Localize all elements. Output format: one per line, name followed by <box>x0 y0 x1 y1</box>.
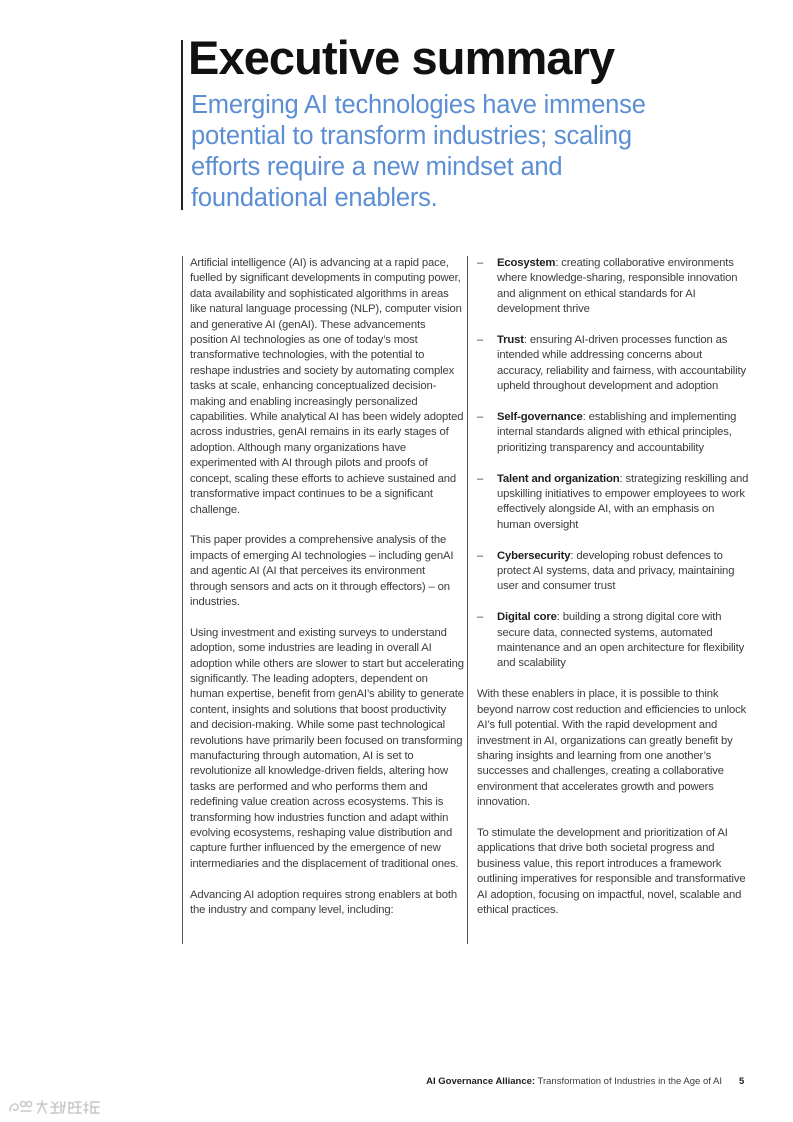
dash-bullet: – <box>477 549 484 562</box>
left-column <box>190 256 464 934</box>
body-paragraph: This paper provides a comprehensive analysis of the impacts of emerging AI technologies – including genAI and agentic AI (AI that perceives its environment through sensors and acts on it through effectors) – on industries. <box>190 534 454 608</box>
enabler-item-digital-core <box>477 610 749 672</box>
enabler-description: : ensuring AI-driven processes function as intended while addressing concerns about accuracy, reliability and fairness, with accountability upheld throughout development and adoption <box>497 334 746 393</box>
enabler-description: : developing robust defences to protect AI systems, data and privacy, maintaining user and consumer trust <box>497 549 735 593</box>
enabler-term: Cybersecurity <box>497 549 571 562</box>
body-paragraph: Using investment and existing surveys to understand adoption, some industries are leading in overall AI adoption while others are slower to start but accelerating significantly. The leading adopters, dependent on human expertise, benefit from genAI’s ability to generate content, insights and solutions that boost productivity and decision-making. While some past technological revolutions have primarily been focused on transforming manufacturing through automation, AI is set to revolutionize all knowledge-driven fields, altering how tasks are performed and who performs them and redefining value creation across ecosystems. This is transforming how industries function and adapt within evolving ecosystems, reshaping value distribution and capture further influenced by the emergence of new intermediaries and the displacement of traditional ones. <box>190 626 464 870</box>
enabler-item-ecosystem <box>477 256 749 318</box>
enabler-item-self-governance <box>477 410 749 456</box>
footer-document-title <box>426 1076 722 1087</box>
page-title: Executive summary <box>188 31 615 84</box>
enabler-term: Digital core <box>497 611 557 624</box>
footer-title: Transformation of Industries in the Age of AI <box>535 1076 722 1087</box>
right-column <box>477 256 749 934</box>
enabler-term: Ecosystem <box>497 257 556 269</box>
footer-brand: AI Governance Alliance: <box>426 1076 536 1087</box>
enabler-description: : building a strong digital core with secure data, connected systems, automated maintenance and an open architecture for flexibility and scalability <box>497 611 745 670</box>
enabler-description: : establishing and implementing internal standards aligned with ethical principles, prioritizing transparency and accountability <box>497 411 737 454</box>
body-paragraph: To stimulate the development and prioritization of AI applications that drive both societal progress and business value, this report introduces a framework outlining imperatives for responsible and transformative AI adoption, focusing on impactful, novel, scalable and ethical practices. <box>477 826 746 916</box>
left-column-rule <box>182 256 183 944</box>
enabler-item-trust <box>477 333 749 395</box>
enabler-term: Self-governance <box>497 411 583 424</box>
body-paragraph: With these enablers in place, it is possible to think beyond narrow cost reduction and efficiencies to unlock AI’s full potential. With the rapid development and investment in AI, organizations can greatly benefit by sharing insights and learning from one another’s successes and challenges, creating a collaborative environment that accelerates growth and powers innovation. <box>477 688 747 809</box>
enablers-list <box>477 256 749 672</box>
body-paragraph: Artificial intelligence (AI) is advancing at a rapid pace, fuelled by significant developments in computing power, data availability and sophisticated algorithms in areas like natural language processing (NLP), computer vision and generative AI (genAI). These advancements position AI technologies as one of today’s most transformative technologies, with the potential to reshape industries and society by automating complex tasks at scale, enhancing conceptualized decision-making and enabling increasingly personalized capabilities. While analytical AI has been widely adopted across industries, genAI remains in its early stages of adoption. Although many organizations have experimented with AI through pilots and proofs of concept, scaling these efforts to achieve sustained and transformative impact continues to be a significant challenge. <box>190 257 464 516</box>
watermark-logo-icon <box>6 1098 116 1116</box>
enabler-term: Talent and organization <box>497 472 620 485</box>
enabler-description: : creating collaborative environments where knowledge-sharing, responsible innovation and alignment on ethical standards for AI development thrive <box>497 257 738 316</box>
page-subtitle: Emerging AI technologies have immense potential to transform industries; scaling efforts require a new mindset and foundational enablers. <box>191 91 646 212</box>
title-vertical-rule <box>181 40 183 210</box>
dash-bullet: – <box>477 257 484 269</box>
dash-bullet: – <box>477 334 484 347</box>
middle-column-rule <box>467 256 468 944</box>
dash-bullet: – <box>477 611 484 624</box>
dash-bullet: – <box>477 472 484 485</box>
enabler-item-cybersecurity <box>477 549 749 595</box>
enabler-description: : strategizing reskilling and upskilling initiatives to empower employees to work effectively alongside AI, with an emphasis on human oversight <box>497 472 749 531</box>
page-footer <box>0 1076 793 1092</box>
dash-bullet: – <box>477 411 484 424</box>
enabler-term: Trust <box>497 334 524 347</box>
page-number: 5 <box>739 1076 745 1087</box>
enabler-item-talent-and-organization <box>477 472 749 534</box>
body-paragraph: Advancing AI adoption requires strong enablers at both the industry and company level, including: <box>190 888 457 917</box>
